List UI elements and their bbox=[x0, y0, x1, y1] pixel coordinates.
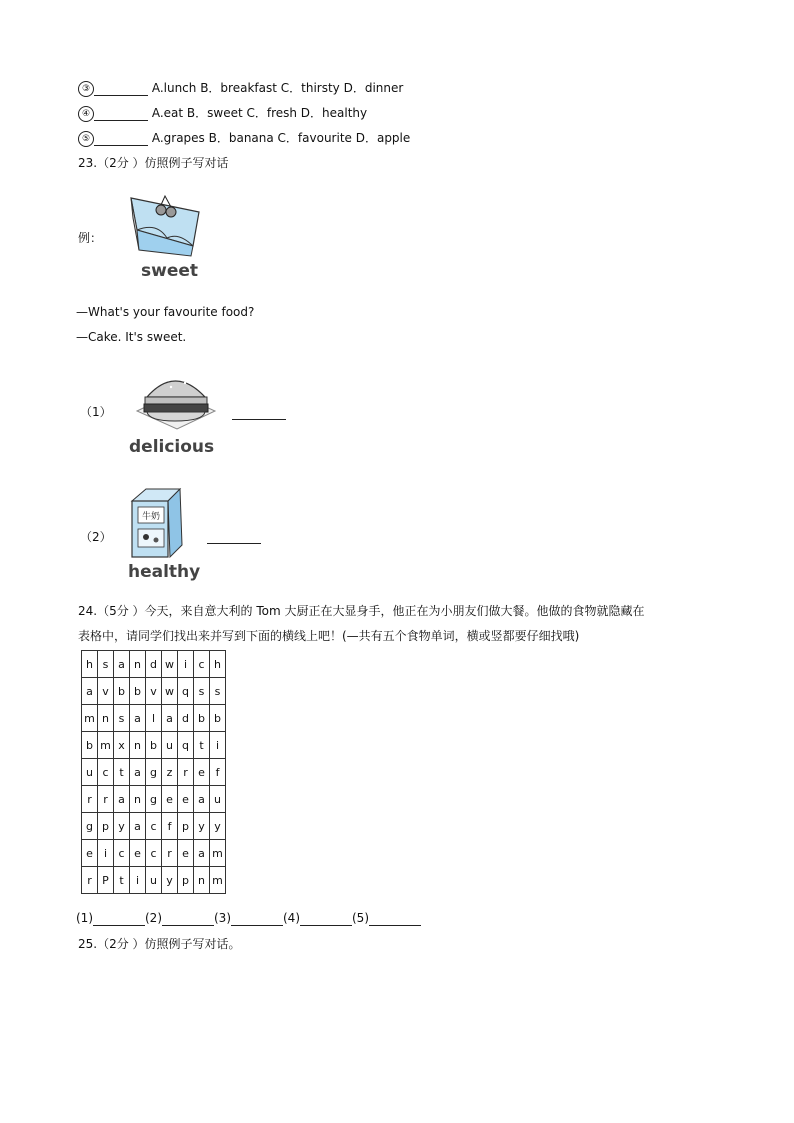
milk-text: 牛奶 bbox=[141, 512, 161, 522]
item-1-number: （1） bbox=[80, 405, 112, 419]
grid-cell: e bbox=[82, 840, 98, 867]
grid-cell: m bbox=[82, 705, 98, 732]
grid-cell: a bbox=[130, 813, 146, 840]
option-text: A.lunch B．breakfast C．thirsty D．dinner bbox=[151, 81, 404, 95]
grid-cell: b bbox=[210, 705, 226, 732]
grid-row bbox=[82, 705, 226, 732]
answer-blank[interactable] bbox=[94, 107, 148, 121]
grid-cell: m bbox=[98, 732, 114, 759]
grid-cell: n bbox=[98, 705, 114, 732]
circle-number: ⑤ bbox=[78, 131, 94, 147]
grid-cell: u bbox=[210, 786, 226, 813]
grid-cell: u bbox=[146, 867, 162, 894]
grid-cell: f bbox=[162, 813, 178, 840]
option-row-4 bbox=[78, 104, 367, 122]
grid-cell: a bbox=[194, 840, 210, 867]
grid-cell: s bbox=[194, 678, 210, 705]
grid-cell: e bbox=[178, 840, 194, 867]
answer-label-2: (2) bbox=[145, 911, 162, 925]
dialog-answer: —Cake. It's sweet. bbox=[76, 330, 187, 344]
grid-row bbox=[82, 651, 226, 678]
grid-cell: c bbox=[98, 759, 114, 786]
grid-cell: n bbox=[130, 651, 146, 678]
hamburger-icon bbox=[127, 367, 222, 433]
grid-cell: t bbox=[114, 867, 130, 894]
grid-cell: r bbox=[82, 786, 98, 813]
grid-cell: s bbox=[210, 678, 226, 705]
grid-row bbox=[82, 867, 226, 894]
grid-cell: c bbox=[114, 840, 130, 867]
cake-icon bbox=[127, 192, 205, 260]
grid-row bbox=[82, 732, 226, 759]
grid-row bbox=[82, 678, 226, 705]
question-23-header: 23.（2分 ）仿照例子写对话 bbox=[78, 156, 229, 170]
grid-cell: u bbox=[82, 759, 98, 786]
grid-cell: r bbox=[162, 840, 178, 867]
question-24-header-line2: 表格中，请同学们找出来并写到下面的横线上吧！(—共有五个食物单词，横或竖都要仔细找哦) bbox=[78, 629, 580, 643]
circle-number: ③ bbox=[78, 81, 94, 97]
grid-cell: u bbox=[162, 732, 178, 759]
grid-cell: w bbox=[162, 651, 178, 678]
grid-cell: n bbox=[194, 867, 210, 894]
grid-cell: a bbox=[130, 705, 146, 732]
example-word-label: sweet bbox=[141, 261, 199, 281]
grid-cell: e bbox=[178, 786, 194, 813]
grid-cell: h bbox=[210, 651, 226, 678]
option-row-3 bbox=[78, 79, 403, 97]
grid-cell: a bbox=[82, 678, 98, 705]
grid-cell: i bbox=[178, 651, 194, 678]
answer-label-4: (4) bbox=[283, 911, 300, 925]
grid-cell: g bbox=[146, 759, 162, 786]
grid-cell: b bbox=[82, 732, 98, 759]
grid-cell: p bbox=[178, 867, 194, 894]
grid-cell: b bbox=[146, 732, 162, 759]
grid-cell: x bbox=[114, 732, 130, 759]
grid-cell: e bbox=[194, 759, 210, 786]
grid-cell: b bbox=[130, 678, 146, 705]
grid-cell: a bbox=[162, 705, 178, 732]
grid-cell: a bbox=[130, 759, 146, 786]
grid-cell: d bbox=[146, 651, 162, 678]
answer-label-5: (5) bbox=[352, 911, 369, 925]
grid-cell: b bbox=[194, 705, 210, 732]
grid-cell: a bbox=[194, 786, 210, 813]
grid-cell: z bbox=[162, 759, 178, 786]
grid-cell: y bbox=[210, 813, 226, 840]
question-24-header-line1: 24.（5分 ）今天，来自意大利的 Tom 大厨正在大显身手，他正在为小朋友们做大餐。他做的食物就隐藏在 bbox=[78, 604, 645, 618]
answer-blank-3[interactable] bbox=[231, 912, 283, 926]
answer-blank-5[interactable] bbox=[369, 912, 421, 926]
grid-row bbox=[82, 813, 226, 840]
item-1-word: delicious bbox=[129, 437, 215, 457]
answer-blank[interactable] bbox=[94, 82, 148, 96]
item-1-blank[interactable] bbox=[232, 406, 286, 420]
grid-cell: a bbox=[114, 786, 130, 813]
grid-cell: d bbox=[178, 705, 194, 732]
example-label: 例： bbox=[78, 231, 103, 245]
grid-cell: p bbox=[178, 813, 194, 840]
grid-cell: m bbox=[210, 867, 226, 894]
grid-cell: n bbox=[130, 786, 146, 813]
grid-cell: n bbox=[130, 732, 146, 759]
answer-blank-2[interactable] bbox=[162, 912, 214, 926]
grid-cell: s bbox=[98, 651, 114, 678]
dialog-question: —What's your favourite food? bbox=[76, 305, 255, 319]
grid-cell: l bbox=[146, 705, 162, 732]
item-2-blank[interactable] bbox=[207, 530, 261, 544]
grid-cell: y bbox=[194, 813, 210, 840]
grid-cell: b bbox=[114, 678, 130, 705]
word-search-grid bbox=[81, 650, 226, 894]
grid-cell: c bbox=[146, 813, 162, 840]
grid-cell: r bbox=[82, 867, 98, 894]
grid-cell: r bbox=[178, 759, 194, 786]
grid-cell: e bbox=[130, 840, 146, 867]
grid-cell: g bbox=[82, 813, 98, 840]
grid-row bbox=[82, 840, 226, 867]
item-2-word: healthy bbox=[128, 562, 201, 582]
grid-cell: i bbox=[98, 840, 114, 867]
grid-cell: f bbox=[210, 759, 226, 786]
grid-cell: s bbox=[114, 705, 130, 732]
option-text: A.eat B．sweet C．fresh D．healthy bbox=[151, 106, 368, 120]
question-25-header: 25.（2分 ）仿照例子写对话。 bbox=[78, 937, 241, 951]
grid-cell: t bbox=[194, 732, 210, 759]
grid-row bbox=[82, 786, 226, 813]
circle-number: ④ bbox=[78, 106, 94, 122]
grid-cell: w bbox=[162, 678, 178, 705]
grid-cell: a bbox=[114, 651, 130, 678]
answer-blank[interactable] bbox=[94, 132, 148, 146]
grid-cell: i bbox=[210, 732, 226, 759]
grid-cell: p bbox=[98, 813, 114, 840]
answer-label-1: (1) bbox=[76, 911, 93, 925]
item-2-number: （2） bbox=[80, 530, 112, 544]
grid-row bbox=[82, 759, 226, 786]
option-text: A.grapes B．banana C．favourite D．apple bbox=[151, 131, 411, 145]
grid-cell: r bbox=[98, 786, 114, 813]
grid-cell: c bbox=[146, 840, 162, 867]
grid-cell: q bbox=[178, 678, 194, 705]
grid-cell: i bbox=[130, 867, 146, 894]
answer-blank-4[interactable] bbox=[300, 912, 352, 926]
grid-cell: v bbox=[146, 678, 162, 705]
option-row-5 bbox=[78, 129, 410, 147]
grid-cell: e bbox=[162, 786, 178, 813]
grid-cell: t bbox=[114, 759, 130, 786]
grid-cell: h bbox=[82, 651, 98, 678]
grid-cell: m bbox=[210, 840, 226, 867]
grid-cell: c bbox=[194, 651, 210, 678]
grid-cell: P bbox=[98, 867, 114, 894]
grid-cell: q bbox=[178, 732, 194, 759]
grid-cell: y bbox=[114, 813, 130, 840]
answer-label-3: (3) bbox=[214, 911, 231, 925]
grid-cell: g bbox=[146, 786, 162, 813]
milk-carton-icon bbox=[126, 485, 186, 560]
answer-blank-1[interactable] bbox=[93, 912, 145, 926]
grid-cell: v bbox=[98, 678, 114, 705]
answer-row bbox=[76, 909, 421, 927]
grid-cell: y bbox=[162, 867, 178, 894]
